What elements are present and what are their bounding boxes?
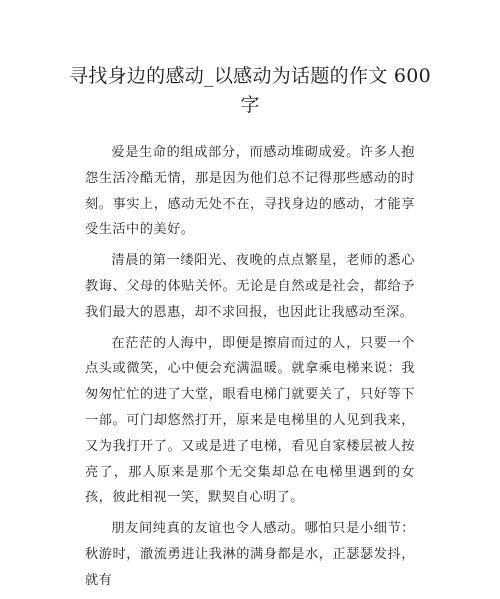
document-title: 寻找身边的感动_以感动为话题的作文 600 字	[68, 65, 432, 116]
paragraph: 朋友间纯真的友谊也令人感动。哪怕只是小细节：秋游时，澈流勇进让我淋的满身都是水，正瑟瑟发抖，就有	[85, 521, 415, 588]
document-body	[85, 140, 415, 599]
paragraph: 爱是生命的组成部分，而感动堆砌成爱。许多人抱怨生活冷酷无情，那是因为他们总不记得那些感动的时刻。事实上，感动无处不在，寻找身边的感动，才能享受生活中的美好。	[85, 145, 415, 238]
paragraph: 清晨的第一缕阳光、夜晚的点点繁星，老师的悉心教诲、父母的体贴关怀。无论是自然或是社会，都给予我们最大的恩惠，却不求回报，也因此让我感动至深。	[85, 253, 415, 320]
paragraph: 在茫茫的人海中，即便是擦肩而过的人，只要一个点头或微笑，心中便会充满温暖。就拿乘电梯来说：我匆匆忙忙的进了大堂，眼看电梯门就要关了，只好等下一部。可门却悠然打开，原来是电梯里的人见到我来，又为我打开了。又或是进了电梯，看见自家楼层被人按亮了，那人原来是那个无交集却总在电梯里遇到的女孩，彼此相视一笑，默契自心明了。	[85, 335, 415, 506]
